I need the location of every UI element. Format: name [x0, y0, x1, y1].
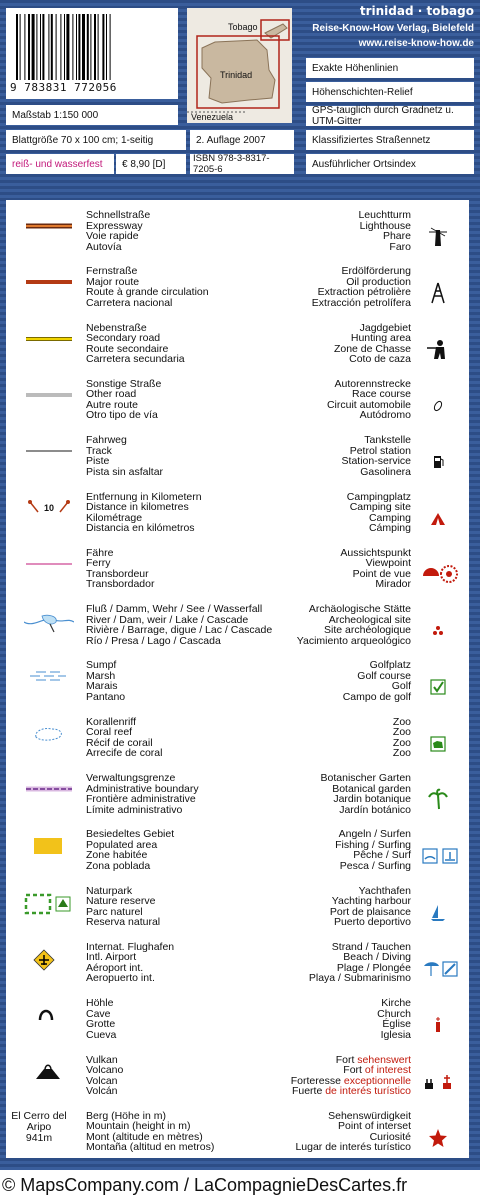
- legend-text-line: Sehenswürdigkeit: [328, 1109, 411, 1122]
- legend-text-line: Transbordeur: [86, 567, 149, 580]
- legend-text-line: Phare: [382, 230, 411, 242]
- legend-text-line: Botanischer Garten: [320, 772, 411, 784]
- legend-left-text: [86, 886, 266, 928]
- material-info: reiß- und wasserfest: [6, 154, 114, 174]
- legend-text-line: Nebenstraße: [86, 321, 147, 334]
- legend-left-text: [86, 379, 266, 421]
- legend-text-line: Gasolinera: [360, 465, 411, 478]
- legend-text-line: Zoo: [392, 726, 411, 739]
- legend-text-line: Administrative boundary: [86, 782, 199, 795]
- legend-text-line: Extracción petrolífera: [311, 296, 411, 309]
- legend-text-line: Distance in kilometres: [86, 501, 189, 513]
- legend-text-line: Jardin botanique: [333, 793, 411, 805]
- legend-row-left: [6, 379, 469, 437]
- legend-left-text: [86, 603, 273, 647]
- legend-text-highlight: de interés turístico: [325, 1085, 411, 1097]
- inset-label-tobago: Tobago: [228, 22, 258, 32]
- legend-left-text: [86, 492, 266, 534]
- legend-text-line: Track: [86, 444, 112, 457]
- legend-text-line: Otro tipo de vía: [86, 409, 158, 422]
- feature-index: Ausführlicher Ortsindex: [306, 154, 474, 174]
- legend-text-line: Mirador: [375, 578, 411, 591]
- legend-text-line: Jardín botánico: [339, 803, 411, 816]
- legend-text-line: Playa / Submarinismo: [308, 972, 411, 985]
- legend-text-line: Río / Presa / Lago / Cascada: [86, 634, 221, 647]
- legend-text-line: Pêche / Surf: [353, 849, 411, 862]
- legend-text-line: Autódromo: [359, 409, 411, 422]
- legend-left-text: [86, 717, 266, 759]
- isbn-info: ISBN 978-3-8317-7205-6: [190, 154, 294, 174]
- legend-text-line: Erdölförderung: [341, 265, 411, 278]
- legend-text-line: Marais: [86, 680, 118, 693]
- legend-left-text: [86, 773, 266, 815]
- legend-text-line: Límite administrativo: [86, 803, 183, 816]
- legend-text-line: Zoo: [392, 747, 411, 760]
- legend-row-left: [6, 717, 469, 775]
- edition-info: 2. Auflage 2007: [190, 130, 294, 150]
- legend-row-left: [6, 1055, 469, 1113]
- legend-left-text: [86, 942, 266, 984]
- legend-text-line: Verwaltungsgrenze: [86, 772, 176, 784]
- legend-text-line: Cámping: [368, 522, 411, 534]
- legend-text-line: Secondary road: [86, 332, 161, 345]
- legend-text-line: Ferry: [86, 557, 111, 570]
- legend-left-text: [86, 660, 266, 702]
- legend-left-text: [86, 435, 266, 477]
- legend-text-line: Lighthouse: [359, 219, 411, 232]
- legend-text-line: Yachthafen: [358, 884, 411, 897]
- legend-text-line: Entfernung in Kilometern: [86, 490, 202, 503]
- legend-text-line: Camping: [368, 511, 411, 524]
- legend-left-text: [86, 210, 266, 252]
- legend-text-line: Récif de corail: [86, 736, 153, 749]
- feature-gps: GPS-tauglich durch Gradnetz u. UTM-Gitter: [306, 106, 474, 126]
- marsh-icon: [24, 666, 76, 718]
- legend-text-line: Internat. Flughafen: [86, 940, 175, 953]
- other-road-line: [24, 385, 76, 437]
- peak-name: El Cerro del Aripo: [11, 1109, 67, 1133]
- legend-left-text: [86, 266, 266, 308]
- legend-text-line: Volcano: [86, 1064, 124, 1076]
- legend-row-left: [6, 266, 469, 324]
- legend-row-left: [6, 548, 469, 606]
- feature-roads: Klassifiziertes Straßennetz: [306, 130, 474, 150]
- legend-text-part: Fort: [335, 1053, 358, 1066]
- legend-text-line: Point of interset: [338, 1120, 411, 1133]
- expressway-line: [24, 216, 76, 268]
- legend-text-line: Mountain (height in m): [86, 1120, 191, 1133]
- legend-text-line: Aussichtspunkt: [340, 546, 411, 559]
- legend-text-line: Aéroport int.: [86, 961, 144, 974]
- legend-text-line: Reserva natural: [86, 916, 161, 929]
- legend-text-line: Marsh: [86, 669, 116, 682]
- legend-text-line: Fishing / Surfing: [335, 838, 411, 851]
- header-publisher: Reise-Know-How Verlag, Bielefeld: [312, 23, 474, 34]
- legend-text-line: Kirche: [381, 997, 411, 1010]
- legend-text-line: Aeropuerto int.: [86, 972, 155, 985]
- legend-text-line: Camping site: [349, 501, 411, 513]
- legend-text-line: Route à grande circulation: [86, 286, 209, 299]
- populated-area-icon: [24, 835, 76, 887]
- price-info: € 8,90 [D]: [116, 154, 186, 174]
- sheet-info: Blattgröße 70 x 100 cm; 1-seitig: [6, 130, 186, 150]
- boundary-line: [24, 779, 76, 831]
- barcode-image: [16, 14, 166, 80]
- barcode-number: 9 783831 772056: [10, 81, 117, 94]
- legend-text-line: Puerto deportivo: [333, 916, 411, 929]
- legend-text-line: Hunting area: [350, 332, 411, 345]
- legend-text-line: Sumpf: [86, 659, 117, 672]
- legend-row-left: [6, 829, 469, 887]
- legend-text-line: Golfplatz: [369, 659, 411, 672]
- legend-row-left: [6, 773, 469, 831]
- legend-row-left: [6, 604, 469, 662]
- legend-text-line: Pantano: [86, 690, 126, 703]
- legend-text-highlight: sehenswert: [357, 1053, 411, 1066]
- legend-text-line: Autorennstrecke: [334, 377, 411, 390]
- legend-row-left: [6, 210, 469, 268]
- legend-text-line: Campo de golf: [342, 690, 411, 703]
- legend-text-line: Mont (altitude en mètres): [86, 1130, 203, 1143]
- legend-left-text: [86, 548, 266, 590]
- legend-text-line: Höhle: [86, 997, 114, 1010]
- legend-text-line: Nature reserve: [86, 895, 156, 908]
- legend-row-left: [6, 1111, 469, 1169]
- scale-info: Maßstab 1:150 000: [6, 105, 178, 125]
- legend-left-text: [86, 1055, 266, 1097]
- legend-text-line: Carretera nacional: [86, 296, 173, 309]
- legend-row-left: [6, 998, 469, 1056]
- legend-text-line: Zoo: [392, 736, 411, 749]
- legend-text-line: Route secondaire: [86, 342, 169, 355]
- legend-text-line: Port de plaisance: [329, 905, 411, 918]
- legend-text-line: Other road: [86, 388, 137, 401]
- distance-value: 10: [44, 502, 55, 513]
- legend-text-line: Volcan: [86, 1074, 118, 1087]
- legend-text-line: Petrol station: [349, 444, 411, 457]
- legend-text-line: Sonstige Straße: [86, 377, 162, 390]
- legend-text-line: Arrecife de coral: [86, 747, 163, 760]
- legend-text-line: Distancia en kilómetros: [86, 522, 195, 534]
- legend-text-line: Cave: [86, 1007, 111, 1020]
- nature-reserve-icon: [24, 892, 76, 944]
- legend-text-line: Extraction pétrolière: [317, 286, 411, 299]
- legend-text-line: Besiedeltes Gebiet: [86, 828, 175, 841]
- legend-text-line: Grotte: [86, 1018, 116, 1031]
- legend-row-left: [6, 886, 469, 944]
- legend-text-line: Autovía: [86, 240, 122, 253]
- map-legend: [6, 200, 469, 1158]
- legend-row-left: [6, 323, 469, 381]
- legend-text-line: Oil production: [346, 275, 411, 288]
- legend-text-line: Berg (Höhe in m): [86, 1109, 166, 1122]
- header-url: www.reise-know-how.de: [358, 38, 474, 49]
- legend-text-line: Volcán: [86, 1085, 118, 1097]
- ferry-line: [24, 554, 76, 606]
- legend-text-line: Plage / Plongée: [336, 961, 411, 974]
- legend-text-line: Fluß / Damm, Wehr / See / Wasserfall: [86, 603, 263, 616]
- legend-text-line: Fahrweg: [86, 434, 127, 447]
- legend-text-line: Yacimiento arqueológico: [296, 634, 411, 647]
- legend-text-line: Pesca / Surfing: [339, 859, 411, 872]
- legend-text-line: Montaña (altitud en metros): [86, 1141, 215, 1154]
- legend-text-line: Beach / Diving: [343, 951, 411, 964]
- inset-label-trinidad: Trinidad: [220, 70, 253, 80]
- legend-text-line: Circuit automobile: [326, 398, 411, 411]
- legend-text-line: Cueva: [86, 1028, 117, 1041]
- legend-text-line: Site archéologique: [324, 624, 411, 637]
- volcano-icon: [24, 1061, 76, 1113]
- legend-text-line: Transbordador: [86, 578, 155, 591]
- legend-left-text: [86, 323, 266, 365]
- legend-text-line: Iglesia: [380, 1028, 411, 1041]
- legend-text-line: Strand / Tauchen: [331, 940, 411, 953]
- inset-map: [187, 8, 292, 123]
- legend-text-line: Zona poblada: [86, 859, 151, 872]
- legend-text-line: Angeln / Surfen: [338, 828, 411, 841]
- legend-text-line: Schnellstraße: [86, 209, 151, 221]
- legend-text-line: Lugar de interés turístico: [295, 1141, 411, 1154]
- legend-text-line: Autre route: [86, 398, 138, 411]
- secondary-road-line: [24, 329, 76, 381]
- legend-text-line: Intl. Airport: [86, 951, 137, 964]
- inset-label-venezuela: Venezuela: [191, 112, 234, 122]
- legend-text-highlight: exceptionnelle: [343, 1074, 411, 1087]
- legend-text-line: Church: [377, 1007, 411, 1020]
- feature-contour: Exakte Höhenlinien: [306, 58, 474, 78]
- cave-icon: [24, 1004, 76, 1056]
- legend-text-line: Piste: [86, 455, 110, 468]
- legend-text-line: Viewpoint: [365, 557, 411, 570]
- legend-text-line: Golf course: [357, 669, 411, 682]
- legend-text-line: Tankstelle: [364, 434, 411, 447]
- barcode-panel: [6, 8, 178, 99]
- legend-text-line: Populated area: [86, 838, 158, 851]
- legend-text-line: Faro: [389, 240, 411, 253]
- legend-text-line: Coto de caza: [349, 353, 411, 366]
- legend-text-line: Carretera secundaria: [86, 353, 185, 366]
- legend-text-line: Zone habitée: [86, 849, 148, 862]
- legend-text-line: Frontière administrative: [86, 793, 196, 805]
- legend-text-line: Coral reef: [86, 726, 133, 739]
- legend-text-line: Yachting harbour: [331, 895, 411, 908]
- legend-text-highlight: of interest: [364, 1064, 411, 1076]
- track-line: [24, 441, 76, 493]
- legend-text-line: Botanical garden: [332, 782, 411, 795]
- legend-text-line: Pista sin asfaltar: [86, 465, 164, 478]
- legend-text-part: Fort: [343, 1064, 365, 1076]
- legend-row-left: [6, 492, 469, 550]
- legend-text-line: Rivière / Barrage, digue / Lac / Cascade: [86, 624, 273, 637]
- legend-text-line: Zoo: [392, 715, 411, 728]
- legend-text-line: Curiosité: [369, 1130, 411, 1143]
- legend-text-line: Point de vue: [352, 567, 411, 580]
- legend-text-line: Vulkan: [86, 1053, 118, 1066]
- legend-text-part: Forteresse: [290, 1074, 344, 1087]
- legend-text-line: Korallenriff: [86, 715, 136, 728]
- peak-height: 941m: [25, 1131, 53, 1144]
- legend-text-line: Parc naturel: [86, 905, 143, 918]
- legend-row-left: [6, 435, 469, 493]
- airport-icon: [24, 948, 76, 1000]
- legend-text-line: Station-service: [341, 455, 411, 468]
- legend-text-line: Voie rapide: [86, 230, 139, 242]
- legend-left-text: [86, 829, 266, 871]
- legend-text-line: Kilométrage: [86, 511, 143, 524]
- legend-text-line: Fähre: [86, 546, 114, 559]
- river-icon: [24, 610, 76, 662]
- legend-row-left: [6, 660, 469, 718]
- legend-text-line: Expressway: [86, 219, 143, 232]
- legend-left-text: [86, 1111, 266, 1153]
- legend-text-line: Golf: [391, 680, 411, 693]
- legend-left-text: [86, 998, 266, 1040]
- legend-text-line: Église: [382, 1018, 411, 1031]
- legend-text-line: Jagdgebiet: [359, 321, 411, 334]
- legend-text-line: Leuchtturm: [358, 209, 411, 221]
- legend-text-line: Fernstraße: [86, 265, 138, 278]
- feature-relief: Höhenschichten-Relief: [306, 82, 474, 102]
- legend-text-line: Zone de Chasse: [333, 342, 411, 355]
- legend-text-line: Race course: [352, 388, 411, 401]
- major-route-line: [24, 272, 76, 324]
- distance-marker: [24, 498, 76, 550]
- mountain-label: [4, 1111, 74, 1163]
- legend-text-line: Campingplatz: [346, 490, 411, 503]
- legend-text-line: River / Dam, weir / Lake / Cascade: [86, 613, 249, 626]
- header-title: trinidad · tobago: [359, 4, 474, 18]
- coral-reef-icon: [24, 723, 76, 775]
- legend-text-line: Archeological site: [328, 613, 411, 626]
- legend-row-left: [6, 942, 469, 1000]
- legend-text-part: Fuerte: [291, 1085, 326, 1097]
- legend-text-line: Archäologische Stätte: [308, 603, 411, 616]
- legend-text-line: Naturpark: [86, 884, 133, 897]
- legend-text-line: Major route: [86, 275, 140, 288]
- footer-copyright: © MapsCompany.com / LaCompagnieDesCartes.fr: [0, 1170, 480, 1200]
